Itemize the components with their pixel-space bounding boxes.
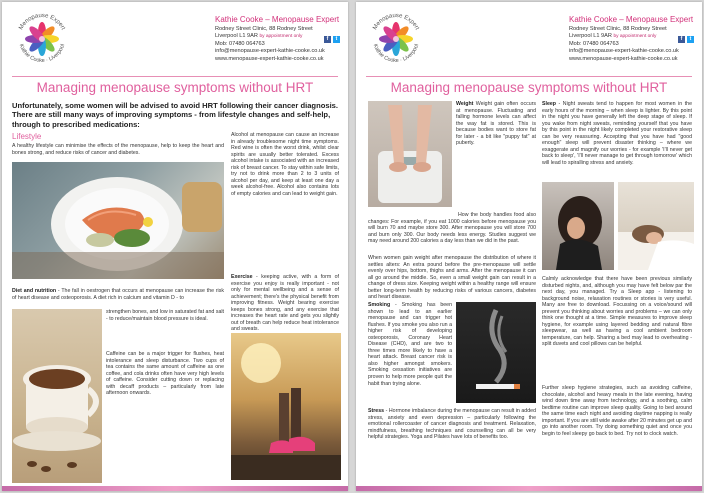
lifestyle-heading: Lifestyle [12, 132, 42, 141]
svg-text:Kathie Cooke · Liverpool: Kathie Cooke · Liverpool [17, 43, 67, 65]
stress-paragraph [368, 408, 536, 441]
weight-paragraph [456, 101, 536, 147]
page-2 [356, 2, 702, 491]
twitter-icon[interactable]: t [333, 36, 340, 43]
expert-name: Kathie Cooke – Menopause Expert [215, 15, 340, 24]
website-url[interactable]: www.menopause-expert-kathie-cooke.co.uk [569, 55, 678, 62]
alcohol-text: Alcohol at menopause can cause an increase in already troublesome night time symptoms. Red wine is often the worst drink, whilst clear spirits are usually better tolerated. Excess alcohol intake is associated with an increased risk of breast cancer. To stay within safe limits, try not to drink more than 2 to 3 units of alcohol per day, and keep at least one day a week alcohol-free. Alcohol also contains lots of empty calories and can lead to weight gain. [231, 132, 339, 197]
sleeping-woman-image [618, 182, 694, 270]
email-address[interactable]: info@menopause-expert-kathie-cooke.co.uk [215, 48, 325, 55]
page-title: Managing menopause symptoms without HRT [36, 80, 314, 95]
facebook-icon[interactable]: f [678, 36, 685, 43]
hygiene-text: Further sleep hygiene strategies, such as avoiding caffeine, chocolate, alcohol and heavy meals in the late evening, having wind down time away from technology, and a soothing, calm bedtime routine can improve sleep quality. Going to bed around the same time each night and avoiding daytime napping is really important. If you are still wide awake after 20 minutes get up and go into another room. Try doing something quiet and once you begin to feel sleepy go back to bed. Try not to clock watch. [542, 385, 692, 437]
stressed-woman-image [542, 182, 614, 270]
mobile-number: Mob: 07480 064763 [215, 40, 265, 47]
stress-label: Stress [368, 408, 385, 414]
smoking-label: Smoking [368, 302, 391, 308]
diet-text: - The fall in oestrogen that occurs at menopause can increase the risk of heart disease and osteoporosis. A diet rich in calcium and vitamin D - to [12, 288, 224, 301]
svg-text:Menopause Expert: Menopause Expert [18, 12, 66, 32]
calm-text: Calmly acknowledge that there have been previous similarly disturbed nights, and, although you may have felt below par the next day, you managed. Try a Sleep app - listening to background noise, relaxation routines or stories is very useful. Many are free to download. Focussing on a voice/sound will prevent you thinking about worries and problems – we can only think one thought at a time. Simple measures to improve sleep hygiene, for example using layered bedding and natural fibre sleepwear, as well as having a cool ambient bedroom temperature, can help. Sharing a bed may lead to overheating - split duvets and cool pillows can be helpful. [542, 276, 692, 348]
header-divider [366, 76, 692, 77]
smoking-image [456, 302, 536, 403]
social-links [678, 36, 694, 43]
footer-bar [356, 486, 702, 491]
page-1 [2, 2, 348, 491]
logo-icon [12, 8, 72, 70]
diet-label: Diet and nutrition [12, 288, 57, 294]
svg-text:Kathie Cooke · Liverpool: Kathie Cooke · Liverpool [371, 43, 421, 65]
address-line-1: Rodney Street Clinic, 88 Rodney Street [569, 26, 667, 32]
caffeine-text: Caffeine can be a major trigger for flushes, heat intolerance and sleep disturbance. Two cups of tea contains the same amount of caffeine as one coffee, and cola drinks often have very high levels of caffeine. Consider cutting down or replacing with decaff products – particularly from late afternoon onwards. [106, 351, 224, 397]
weight-label: Weight [456, 101, 474, 107]
logo-icon [366, 8, 426, 70]
lifestyle-text: A healthy lifestyle can minimise the effects of the menopause, help to keep the heart and bones strong, and reduce risks of cancer and diabetes. [12, 143, 224, 156]
running-shoes-image [231, 333, 341, 480]
facebook-icon[interactable]: f [324, 36, 331, 43]
expert-name: Kathie Cooke – Menopause Expert [569, 15, 694, 24]
twitter-icon[interactable]: t [687, 36, 694, 43]
exercise-paragraph [231, 274, 339, 333]
page-title: Managing menopause symptoms without HRT [390, 80, 668, 95]
exercise-label: Exercise [231, 274, 253, 280]
weight-text: Weight gain often occurs at menopause. Fluctuating and falling hormone levels can affect the way fat is stored. This is because bodies want to store fat for later - a bit like "puppy fat" at puberty. [456, 101, 536, 147]
social-links [324, 36, 340, 43]
email-address[interactable]: info@menopause-expert-kathie-cooke.co.uk [569, 48, 679, 55]
sleep-label: Sleep [542, 101, 557, 107]
intro-text: Unfortunately, some women will be advised to avoid HRT following their cancer diagnosis. There are still many ways of improving symptoms - from lifestyle changes and self-help, through to prescribed medications: [12, 101, 339, 129]
mobile-number: Mob: 07480 064763 [569, 40, 619, 47]
svg-text:Menopause Expert: Menopause Expert [372, 12, 420, 32]
diet-paragraph [12, 288, 224, 301]
smoking-paragraph [368, 302, 452, 387]
footer-bar [2, 486, 348, 491]
sleep-paragraph [542, 101, 692, 166]
weight-text-2: How the body handles food also changes: For example, if you eat 1000 calories before menopause you will burn 70 and maybe store 300. After menopause you will store 700 and burn only 300. Our body needs less energy. Studies suggest we may need around 200 calories a day less than we did in the past. [368, 212, 536, 245]
address-line-2: Liverpool L1 9AR [215, 33, 258, 40]
address-line-2: Liverpool L1 9AR [569, 33, 612, 40]
diet-text-continued: strengthen bones, and low in saturated fat and salt - to reduce/maintain blood pressure is ideal. [106, 309, 224, 322]
weighing-scales-image [368, 101, 452, 207]
address-line-1: Rodney Street Clinic, 88 Rodney Street [215, 26, 313, 32]
exercise-text: - keeping active, with a form of exercise you enjoy is really important - not only for mental wellbeing and a sense of achievement; there's the physical benefit from improving fitness. Weight bearing exercise keeps bones strong, and any exercise that increases the heart rate and gets you slightly out of breath can help reduce heat intolerance and sweats. [231, 274, 339, 333]
stress-text: - Hormone imbalance during the menopause can result in added stress, anxiety and even depression – particularly following the emotional rollercoaster of cancer diagnosis and treatment. Relaxation, mindfulness, breathing techniques and counselling can all be very helpful strategies. Yoga and Pilates have lots of benefits too. [368, 408, 536, 441]
coffee-cup-image [12, 309, 102, 483]
appointment-note: by appointment only [613, 34, 657, 40]
header-divider [12, 76, 338, 77]
salmon-dish-image [12, 162, 224, 279]
website-url[interactable]: www.menopause-expert-kathie-cooke.co.uk [215, 55, 324, 62]
weight-text-3: When women gain weight after menopause the distribution of where it settles alters: An extra pound before the pre-menopause will settle evenly over hips, bottom, thighs and arms. After the menopause it can all go around the middle. So, even a small weight gain can result in a change of dress size. Keeping weight within a healthy range will ensure better long-term health by reducing risks of various cancers, diabetes and heart disease. [368, 255, 536, 301]
smoking-text: - Smoking has been shown to lead to an earlier menopause and can trigger hot flushes. If you smoke you also run a higher risk of developing osteoporosis, Coronary Heart Disease (CHD), and are two to three times more likely to have a heart attack. Breast cancer risk is also higher amongst smokers. Smoking cessation initiatives are proven to help more people quit the habit than trying alone. [368, 302, 452, 387]
appointment-note: by appointment only [259, 34, 303, 40]
sleep-text: - Night sweats tend to happen for most women in the early hours of the morning – when sleep is lighter. By this point in the night you have generally left the deep stage of sleep. If you wake from night sweats, reminding yourself that you have by this point in the night likely completed your restorative sleep can be very reassuring. Accepting that you have had "good enough" sleep will prevent disaster thinking – where we exaggerate and magnify our worries - for example 'I'll never get back to sleep', 'I'll never manage to get through tomorrow' which will lead to spiralling stress and anxiety. [542, 101, 692, 166]
